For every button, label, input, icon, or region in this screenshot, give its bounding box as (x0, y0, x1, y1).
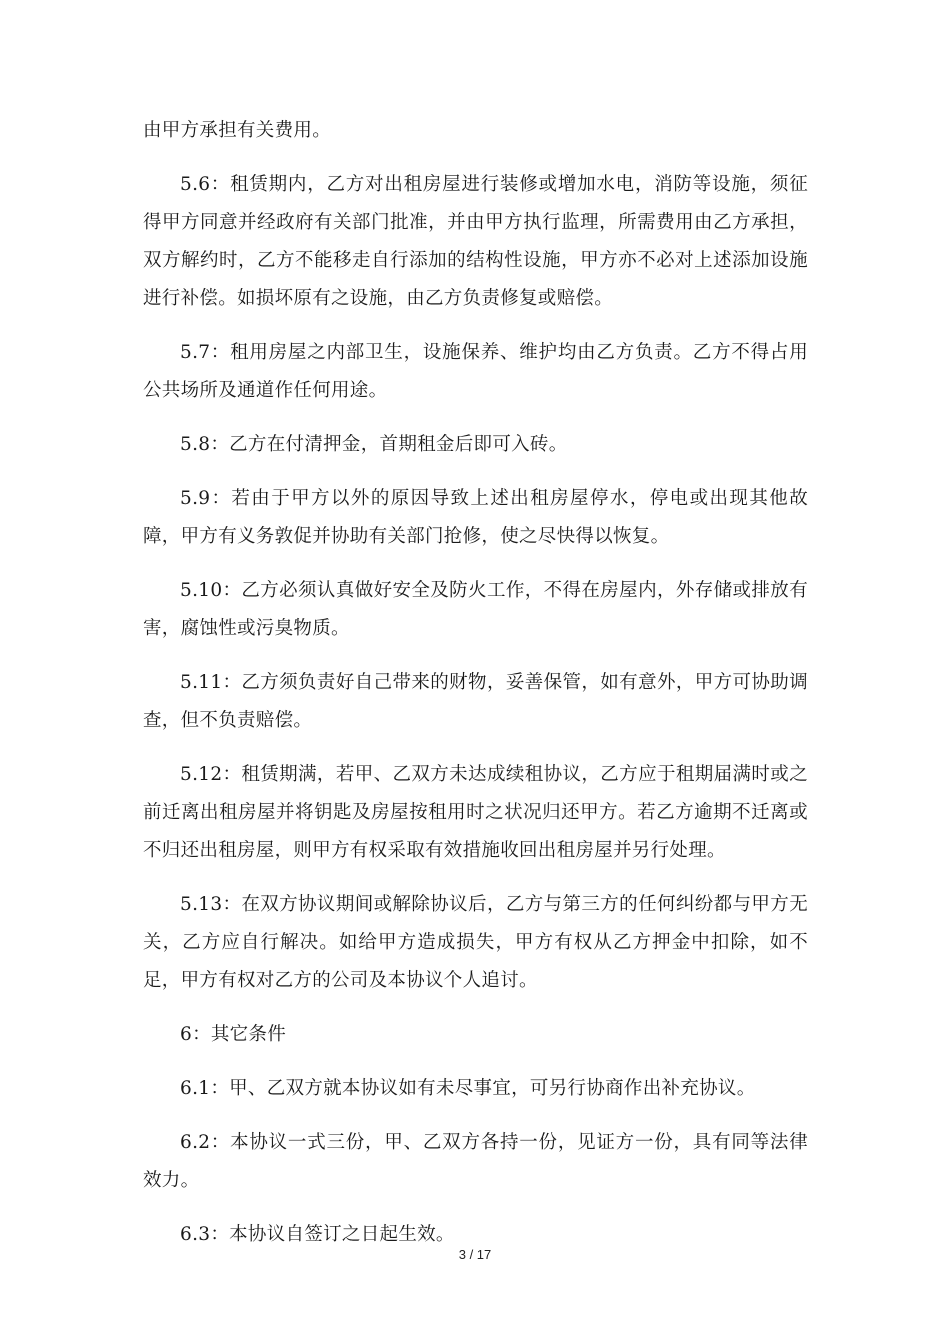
clause-6-2: 6.2：本协议一式三份，甲、乙双方各持一份，见证方一份，具有同等法律效力。 (143, 1132, 808, 1191)
paragraph-continuation: 由甲方承担有关费用。 (143, 120, 332, 141)
clause-5-12: 5.12：租赁期满，若甲、乙双方未达成续租协议，乙方应于租期届满时或之前迁离出租房屋并将钥匙及房屋按租用时之状况归还甲方。若乙方逾期不迁离或不归还出租房屋，则甲方有权采取有效措施收回出租房屋并另行处理。 (143, 764, 808, 861)
clause-5-10: 5.10：乙方必须认真做好安全及防火工作，不得在房屋内，外存储或排放有害，腐蚀性或污臭物质。 (143, 580, 808, 639)
clause-5-9: 5.9：若由于甲方以外的原因导致上述出租房屋停水，停电或出现其他故障，甲方有义务敦促并协助有关部门抢修，使之尽快得以恢复。 (143, 488, 808, 547)
clause-5-6: 5.6：租赁期内，乙方对出租房屋进行装修或增加水电，消防等设施，须征得甲方同意并经政府有关部门批准，并由甲方执行监理，所需费用由乙方承担，双方解约时，乙方不能移走自行添加的结构性设施，甲方亦不必对上述添加设施进行补偿。如损坏原有之设施，由乙方负责修复或赔偿。 (143, 174, 808, 309)
document-body (143, 112, 808, 1270)
clause-5-7: 5.7：租用房屋之内部卫生，设施保养、维护均由乙方负责。乙方不得占用公共场所及通道作任何用途。 (143, 342, 808, 401)
clause-5-11: 5.11：乙方须负责好自己带来的财物，妥善保管，如有意外，甲方可协助调查，但不负责赔偿。 (143, 672, 808, 731)
clause-5-8: 5.8：乙方在付清押金，首期租金后即可入砖。 (180, 434, 568, 455)
clause-6-3: 6.3：本协议自签订之日起生效。 (180, 1224, 455, 1245)
clause-5-13: 5.13：在双方协议期间或解除协议后，乙方与第三方的任何纠纷都与甲方无关，乙方应自行解决。如给甲方造成损失，甲方有权从乙方押金中扣除，如不足，甲方有权对乙方的公司及本协议个人追讨。 (143, 894, 808, 991)
clause-6-1: 6.1：甲、乙双方就本协议如有未尽事宜，可另行协商作出补充协议。 (180, 1078, 756, 1099)
section-6-heading: 6：其它条件 (180, 1024, 287, 1045)
page-number: 3 / 17 (458, 1247, 492, 1262)
